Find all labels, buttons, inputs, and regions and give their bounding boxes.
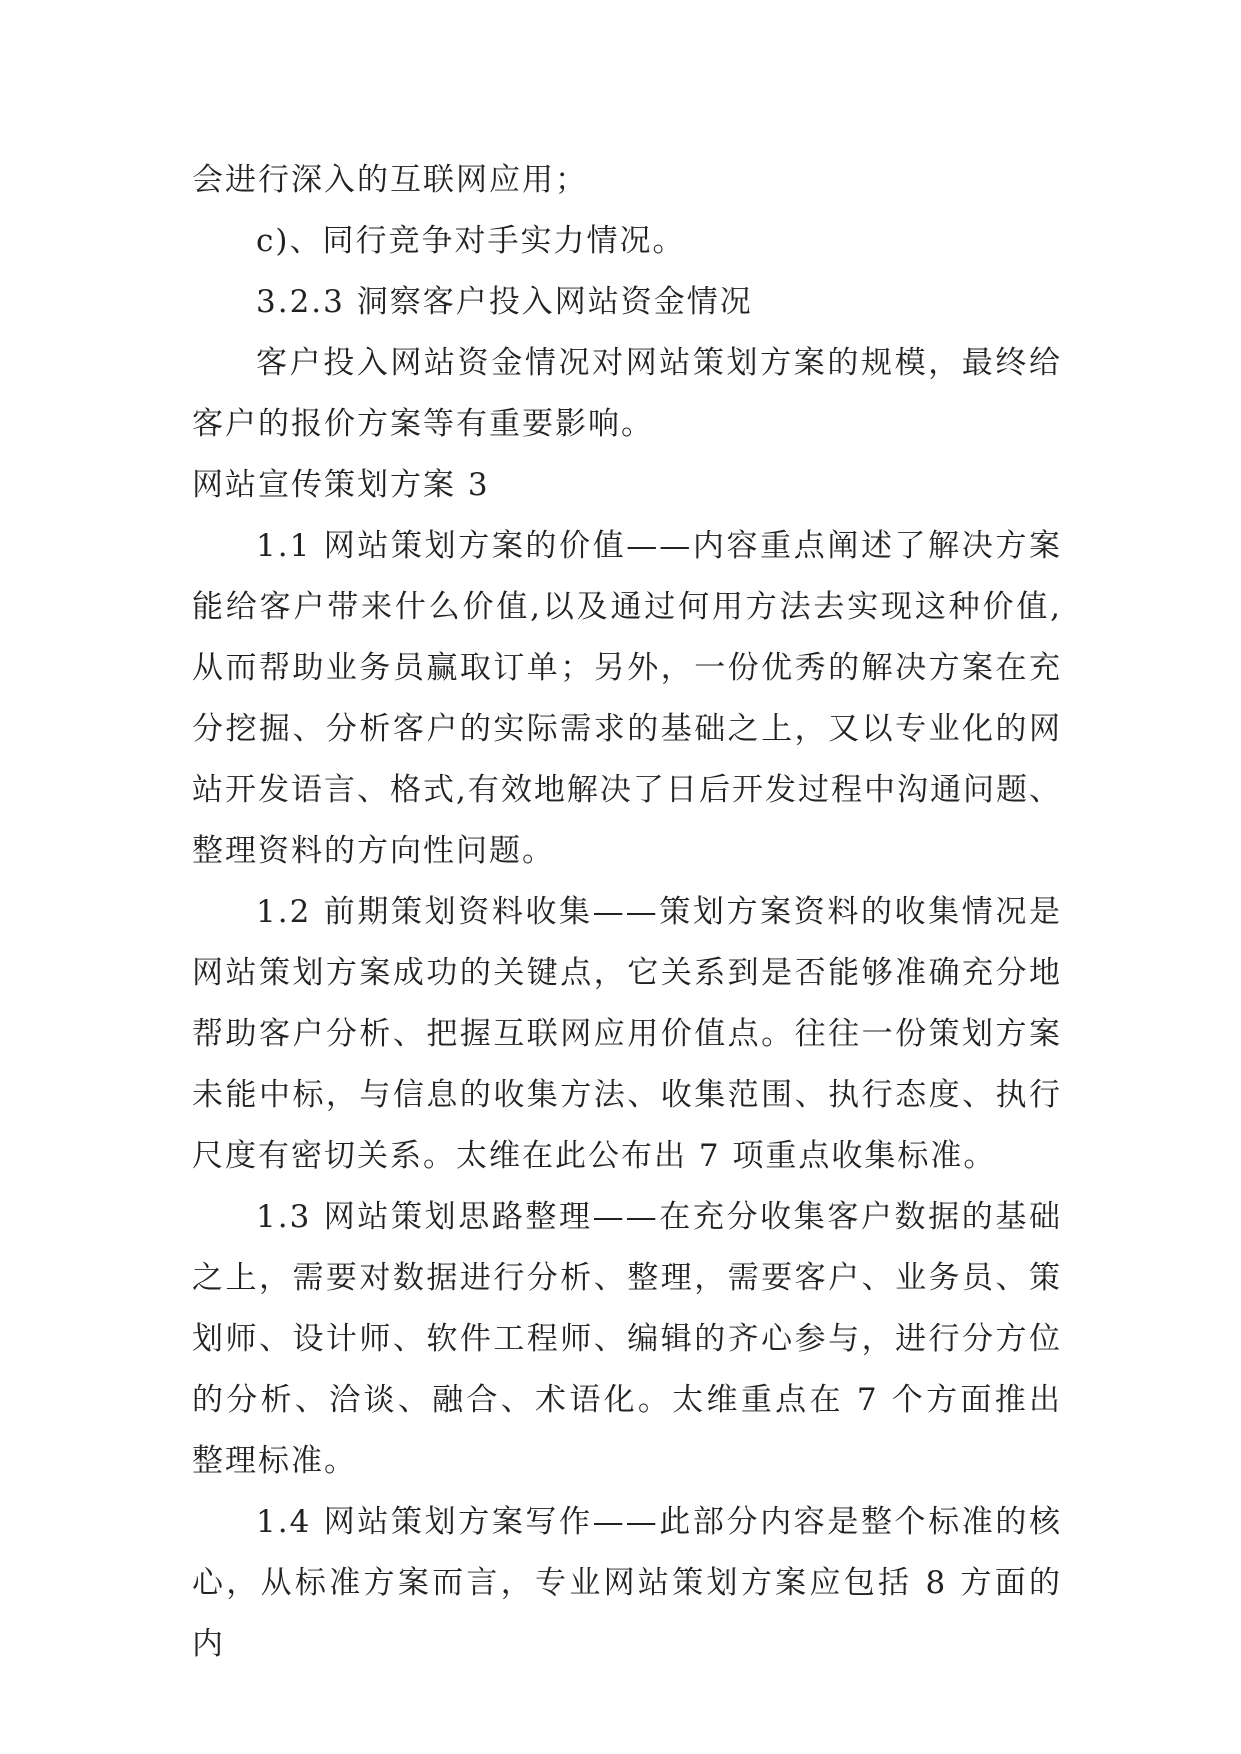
document-title: 网站宣传策划方案 3 (192, 467, 490, 503)
paragraph-1-2: 1.2 前期策划资料收集——策划方案资料的收集情况是网站策划方案成功的关键点，它关系到是否能够准确充分地帮助客户分析、把握互联网应用价值点。往往一份策划方案未能中标，与信息的收集方法、收集范围、执行态度、执行尺度有密切关系。太维在此公布出 7 项重点收集标准。 (192, 894, 1062, 1174)
paragraph-1: 会进行深入的互联网应用； (192, 162, 588, 198)
paragraph-1-3: 1.3 网站策划思路整理——在充分收集客户数据的基础之上，需要对数据进行分析、整理，需要客户、业务员、策划师、设计师、软件工程师、编辑的齐心参与，进行分方位的分析、洽谈、融合、术语化。太维重点在 7 个方面推出整理标准。 (192, 1199, 1062, 1479)
paragraph-2: c)、同行竞争对手实力情况。 (256, 223, 686, 259)
paragraph-4: 客户投入网站资金情况对网站策划方案的规模，最终给客户的报价方案等有重要影响。 (192, 345, 1062, 442)
paragraph-1-4: 1.4 网站策划方案写作——此部分内容是整个标准的核心，从标准方案而言，专业网站策划方案应包括 8 方面的内 (192, 1504, 1062, 1662)
document-page (192, 150, 1062, 1675)
section-heading-3-2-3: 3.2.3 洞察客户投入网站资金情况 (256, 284, 753, 320)
paragraph-1-1: 1.1 网站策划方案的价值——内容重点阐述了解决方案能给客户带来什么价值,以及通过何用方法去实现这种价值,从而帮助业务员赢取订单；另外，一份优秀的解决方案在充分挖掘、分析客户的实际需求的基础之上，又以专业化的网站开发语言、格式,有效地解决了日后开发过程中沟通问题、整理资料的方向性问题。 (192, 528, 1062, 869)
